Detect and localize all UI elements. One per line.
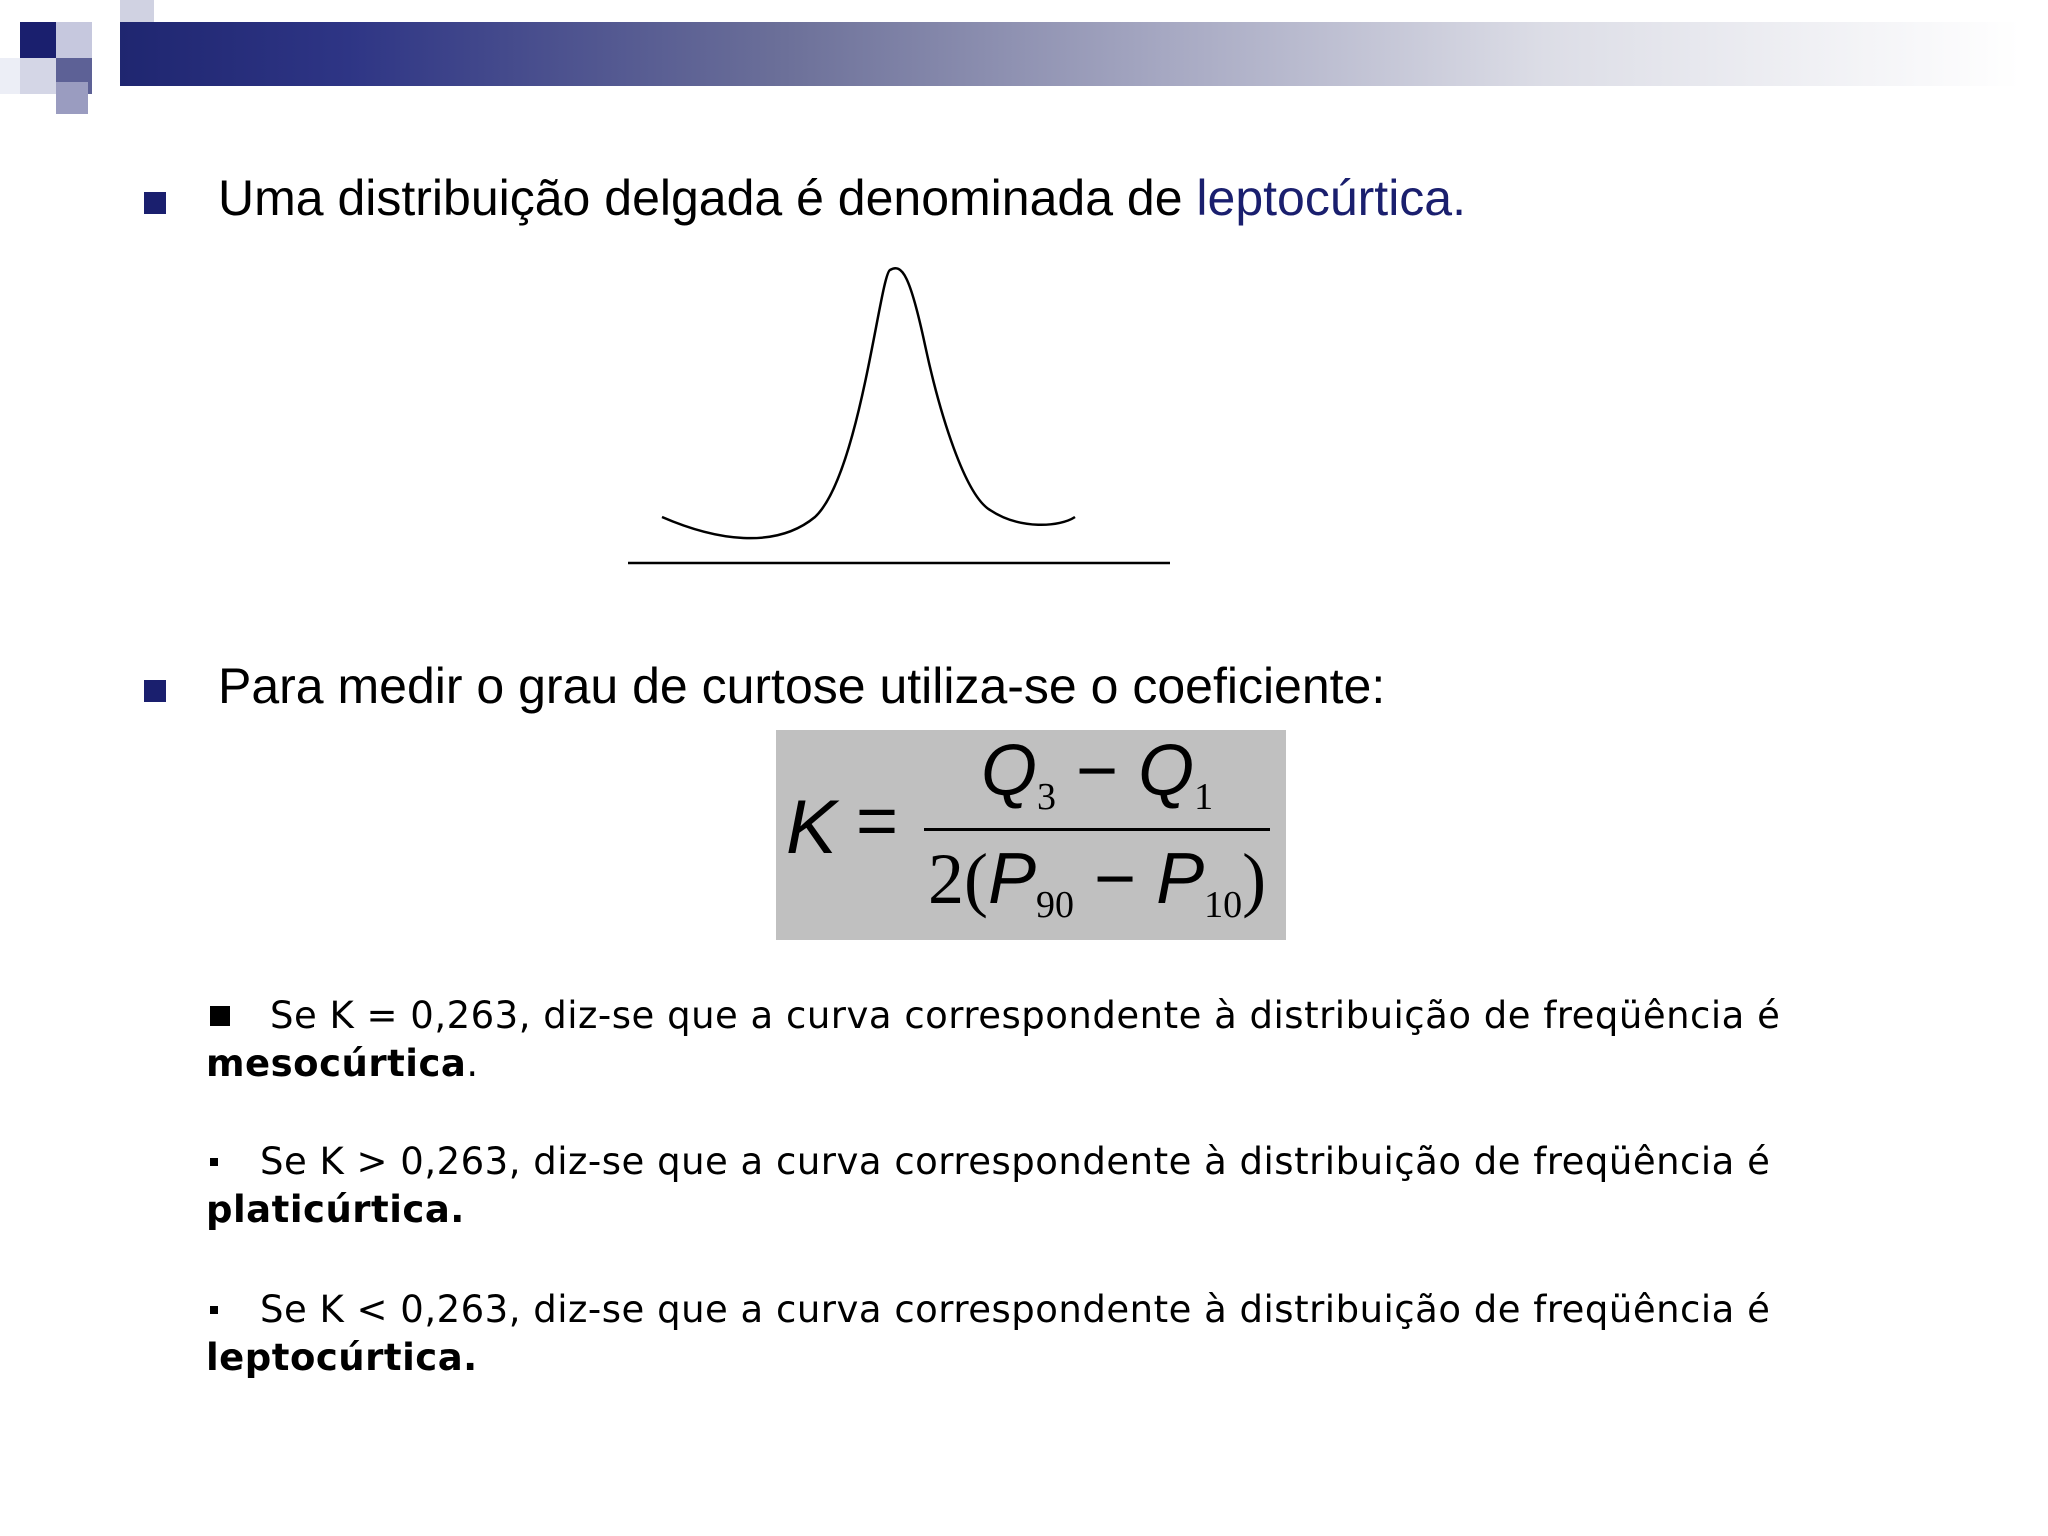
rule-1-tail: . — [466, 1042, 479, 1085]
rule-3-bold: leptocúrtica. — [206, 1336, 478, 1379]
bullet-1-accent: leptocúrtica. — [1196, 170, 1467, 226]
bullet-square-icon — [144, 680, 166, 702]
formula-denominator — [928, 838, 1266, 927]
rule-2-bold: platicúrtica. — [206, 1188, 465, 1231]
bullet-1-text — [218, 168, 1466, 228]
header-square-decoration — [20, 58, 56, 94]
bullet-1-body: Uma distribuição delgada é denominada de — [218, 170, 1197, 226]
header-square-decoration — [0, 58, 20, 94]
bullet-dot-icon — [210, 1306, 218, 1314]
rule-2-text: Se K > 0,263, diz-se que a curva correspondente à distribuição de freqüência é — [260, 1140, 1771, 1183]
den-p90: P — [987, 839, 1037, 919]
leptokurtic-curve-illustration — [620, 255, 1180, 575]
num-minus: − — [1056, 731, 1139, 811]
header-square-decoration — [56, 82, 88, 114]
bullet-2-text: Para medir o grau de curtose utiliza-se o coeficiente: — [218, 658, 1386, 714]
rule-mesokurtic — [206, 992, 1886, 1088]
den-p10: P — [1156, 839, 1205, 919]
bullet-square-icon — [144, 192, 166, 214]
bullet-dot-icon — [210, 1158, 218, 1166]
formula-equals: = — [856, 781, 899, 861]
rule-1-bold: mesocúrtica — [206, 1042, 467, 1085]
den-p10-sub: 10 — [1204, 884, 1243, 926]
fraction-line — [924, 828, 1270, 831]
den-minus: − — [1074, 839, 1157, 919]
rule-leptokurtic — [206, 1286, 1926, 1382]
header-square-decoration — [20, 22, 56, 58]
rule-1-text: Se K = 0,263, diz-se que a curva correspondente à distribuição de freqüência é — [270, 994, 1781, 1037]
header-gradient-bar — [120, 22, 2020, 86]
num-q3: Q — [981, 731, 1038, 811]
header-square-decoration — [56, 22, 92, 58]
curve-path — [662, 268, 1075, 538]
num-q3-sub: 3 — [1037, 776, 1057, 818]
num-q1: Q — [1138, 731, 1195, 811]
bullet-square-icon — [210, 1006, 230, 1026]
kurtosis-formula — [776, 730, 1286, 940]
den-suffix: ) — [1242, 839, 1267, 919]
num-q1-sub: 1 — [1194, 776, 1214, 818]
formula-numerator — [981, 730, 1213, 819]
den-p90-sub: 90 — [1036, 884, 1075, 926]
formula-lhs: K — [786, 785, 837, 870]
den-prefix: 2( — [928, 839, 988, 919]
header-square-decoration — [120, 0, 154, 22]
rule-platykurtic — [206, 1138, 1926, 1234]
rule-3-text: Se K < 0,263, diz-se que a curva correspondente à distribuição de freqüência é — [260, 1288, 1771, 1331]
